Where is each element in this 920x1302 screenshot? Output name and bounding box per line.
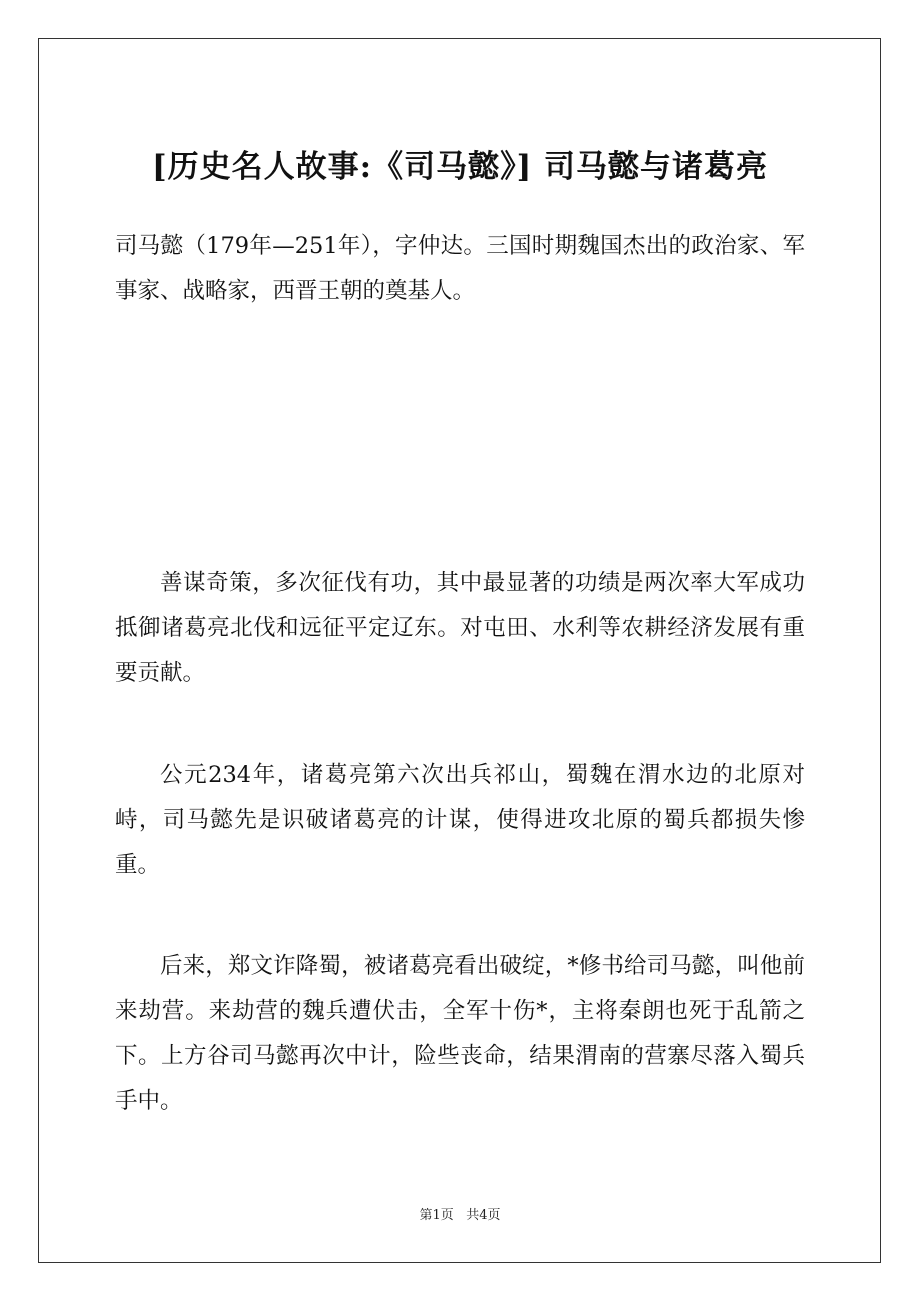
page-footer xyxy=(0,1206,920,1226)
document-title: [历史名人故事:《司马懿》] 司马懿与诸葛亮 xyxy=(151,149,769,185)
paragraph-beiyuan-standoff: 公元234年，诸葛亮第六次出兵祁山，蜀魏在渭水边的北原对峙，司马懿先是识破诸葛亮的计谋，使得进攻北原的蜀兵都损失惨重。 xyxy=(115,762,805,878)
paragraph-ambush: 后来，郑文诈降蜀，被诸葛亮看出破绽，*修书给司马懿，叫他前来劫营。来劫营的魏兵遭伏击，全军十伤*，主将秦朗也死于乱箭之下。上方谷司马懿再次中计，险些丧命，结果渭南的营寨尽落入蜀兵手中。 xyxy=(115,953,805,1114)
page-total: 共4页 xyxy=(466,1208,501,1223)
paragraph-achievements: 善谋奇策，多次征伐有功，其中最显著的功绩是两次率大军成功抵御诸葛亮北伐和远征平定辽东。对屯田、水利等农耕经济发展有重要贡献。 xyxy=(115,570,805,686)
page-number: 第1页 xyxy=(419,1208,454,1223)
paragraph-intro: 司马懿（179年—251年），字仲达。三国时期魏国杰出的政治家、军事家、战略家，西晋王朝的奠基人。 xyxy=(115,233,805,304)
